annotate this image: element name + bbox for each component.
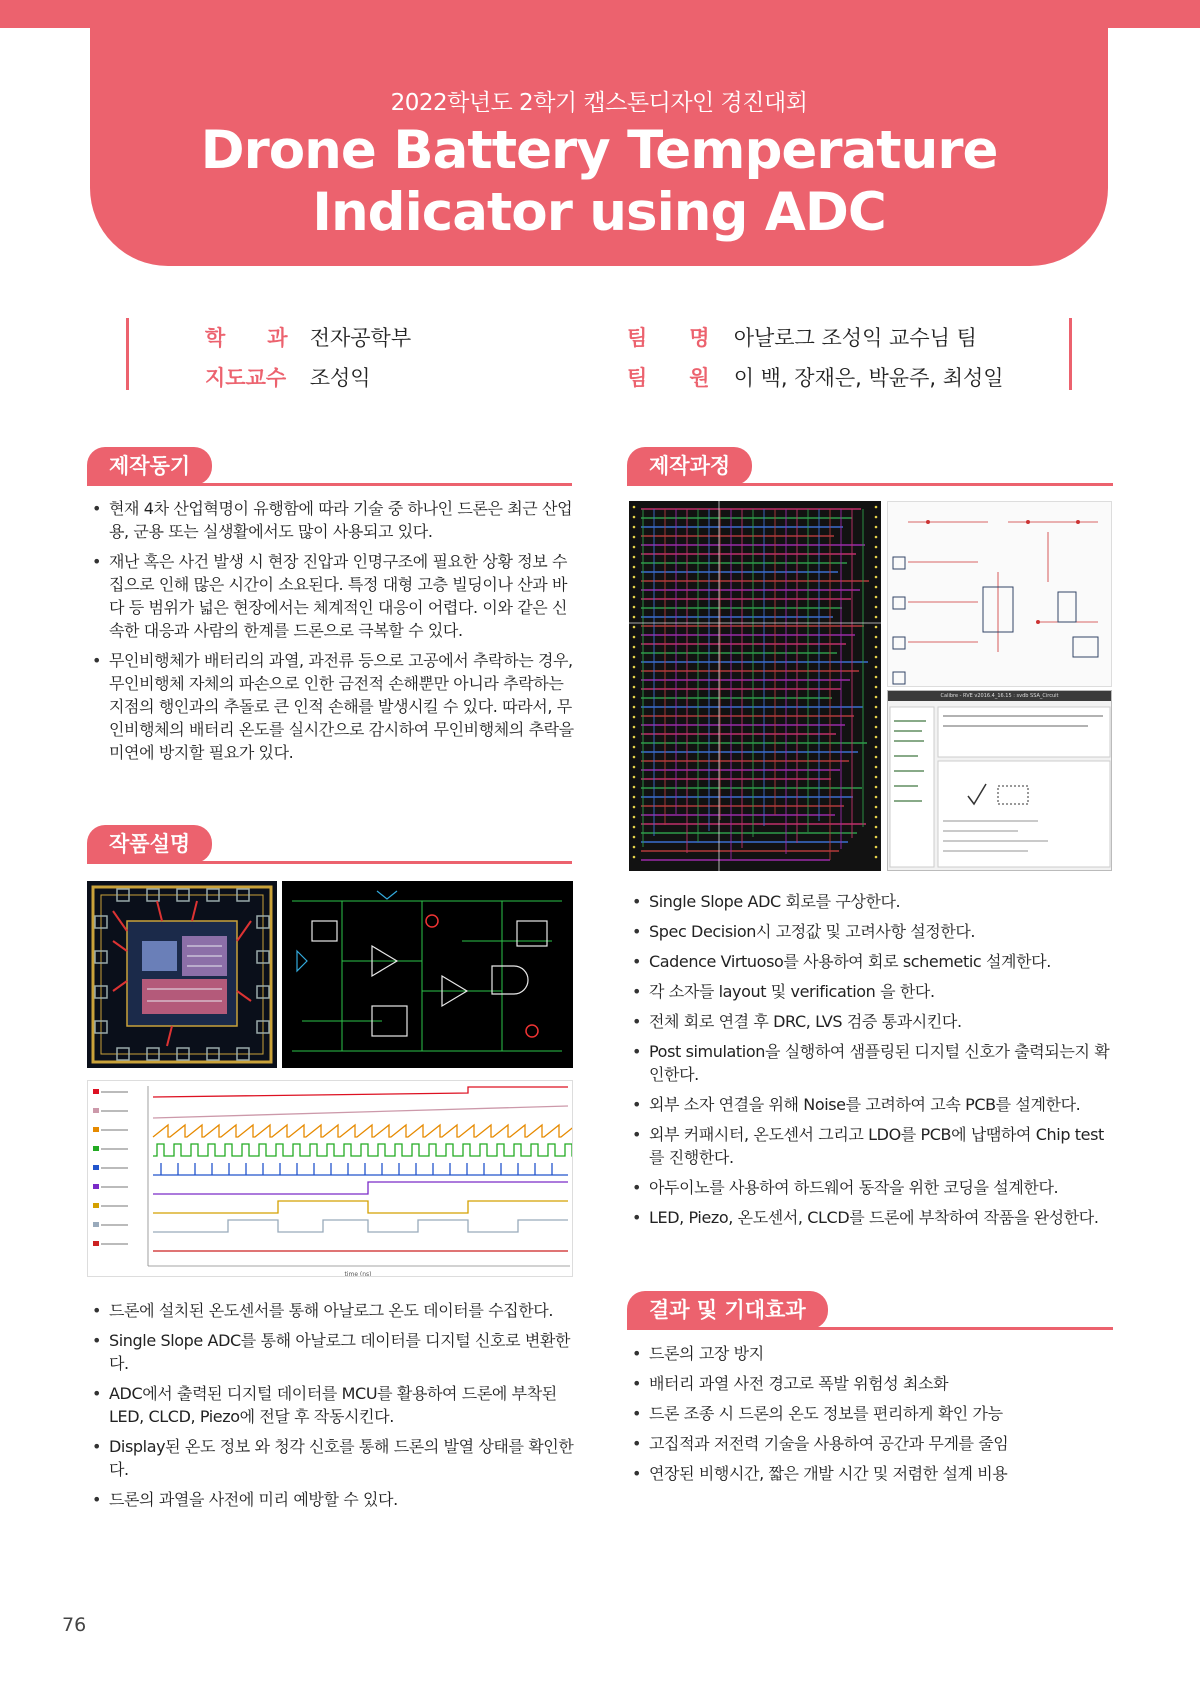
results-bullet: • 고집적과 저전력 기술을 사용하여 공간과 무게를 줄임 <box>630 1432 1115 1455</box>
project-title-line2: Indicator using ADC <box>312 182 886 243</box>
full-chip-routing-image <box>629 501 881 871</box>
members-value: 이 백, 장재은, 박윤주, 최성일 <box>733 366 1004 390</box>
adc-schematic-image <box>282 881 573 1068</box>
results-list <box>630 1342 1115 1492</box>
team-row <box>627 322 977 352</box>
motivation-bullet: • 재난 혹은 사건 발생 시 현장 진압과 인명구조에 필요한 상황 정보 수집으로 인해 많은 시간이 소요된다. 특정 대형 고층 빌딩이나 산과 바다 등 범위가 넓은 현장에서는 체계적인 대응이 어렵다. 이와 같은 신속한 대응과 사람의 한계를 드론으로 극복할 수 있다. <box>90 550 575 642</box>
process-bullet: • Single Slope ADC 회로를 구상한다. <box>630 890 1115 913</box>
section-line-motivation <box>87 483 572 486</box>
process-bullet: • LED, Piezo, 온도센서, CLCD를 드론에 부착하여 작품을 완성한다. <box>630 1206 1115 1229</box>
results-bullet: • 드론 조종 시 드론의 온도 정보를 편리하게 확인 가능 <box>630 1402 1115 1425</box>
section-line-process <box>627 483 1113 486</box>
process-bullet: • Cadence Virtuoso를 사용하여 회로 schemetic 설계한다. <box>630 950 1115 973</box>
calibre-lvs-window <box>887 690 1112 871</box>
chip-layout-image <box>87 881 277 1068</box>
results-bullet: • 드론의 고장 방지 <box>630 1342 1115 1365</box>
section-line-description <box>87 861 572 864</box>
contest-subtitle: 2022학년도 2학기 캡스톤디자인 경진대회 <box>390 90 808 116</box>
pcb-schematic-image <box>887 501 1112 687</box>
description-bullet: • 드론에 설치된 온도센서를 통해 아날로그 온도 데이터를 수집한다. <box>90 1299 575 1322</box>
process-list <box>630 890 1115 1236</box>
process-bullet: • 각 소자들 layout 및 verification 을 한다. <box>630 980 1115 1003</box>
advisor-value: 조성익 <box>309 366 371 390</box>
results-bullet: • 배터리 과열 사전 경고로 폭발 위험성 최소화 <box>630 1372 1115 1395</box>
process-bullet: • 외부 커패시터, 온도센서 그리고 LDO를 PCB에 납땜하여 Chip test를 진행한다. <box>630 1123 1115 1169</box>
description-bullet: • Single Slope ADC를 통해 아날로그 데이터를 디지털 신호로 변환한다. <box>90 1329 575 1375</box>
section-line-results <box>627 1327 1113 1330</box>
calibre-window-title: Calibre - RVE v2016.4_16.15 : svdb SSA_Circuit <box>888 691 1111 701</box>
members-row <box>627 362 1004 392</box>
section-tab-results: 결과 및 기대효과 <box>627 1291 828 1329</box>
section-tab-process: 제작과정 <box>627 447 752 485</box>
process-bullet: • Post simulation을 실행하여 샘플링된 디지털 신호가 출력되는지 확인한다. <box>630 1040 1115 1086</box>
description-bullet: • ADC에서 출력된 디지털 데이터를 MCU를 활용하여 드론에 부착된 LED, CLCD, Piezo에 전달 후 작동시킨다. <box>90 1382 575 1428</box>
process-bullet: • 외부 소자 연결을 위해 Noise를 고려하여 고속 PCB를 설계한다. <box>630 1093 1115 1116</box>
process-bullet: • Spec Decision시 고정값 및 고려사항 설정한다. <box>630 920 1115 943</box>
team-value: 아날로그 조성익 교수님 팀 <box>733 326 977 350</box>
page-number: 76 <box>62 1614 87 1636</box>
section-tab-motivation: 제작동기 <box>87 447 212 485</box>
members-label: 팀 원 <box>627 366 710 390</box>
team-label: 팀 명 <box>627 326 710 350</box>
dept-label: 학 과 <box>205 326 288 350</box>
advisor-label: 지도교수 <box>205 366 287 390</box>
motivation-bullet: • 무인비행체가 배터리의 과열, 과전류 등으로 고공에서 추락하는 경우, 무인비행체 자체의 파손으로 인한 금전적 손해뿐만 아니라 추락하는 지점의 행인과의 추돌로 큰 인적 손해를 발생시킬 수 있다. 따라서, 무인비행체의 배터리 온도를 실시간으로 감시하여 무인비행체의 추락을 미연에 방지할 필요가 있다. <box>90 649 575 764</box>
project-title-line1: Drone Battery Temperature <box>200 120 998 181</box>
description-bullet: • Display된 온도 정보 와 청각 신호를 통해 드론의 발열 상태를 확인한다. <box>90 1435 575 1481</box>
info-right-bar <box>1069 318 1072 390</box>
advisor-row <box>205 362 371 392</box>
info-left-bar <box>126 318 129 390</box>
motivation-list <box>90 497 575 771</box>
results-bullet: • 연장된 비행시간, 짧은 개발 시간 및 저렴한 설계 비용 <box>630 1462 1115 1485</box>
process-bullet: • 전체 회로 연결 후 DRC, LVS 검증 통과시킨다. <box>630 1010 1115 1033</box>
waveform-x-axis-label: time (ns) <box>344 1271 372 1277</box>
description-bullet: • 드론의 과열을 사전에 미리 예방할 수 있다. <box>90 1488 575 1511</box>
post-simulation-waveform-image <box>87 1080 573 1277</box>
section-tab-description: 작품설명 <box>87 825 212 863</box>
project-title <box>90 120 1108 244</box>
header-banner <box>90 0 1108 266</box>
dept-value: 전자공학부 <box>309 326 412 350</box>
motivation-bullet: • 현재 4차 산업혁명이 유행함에 따라 기술 중 하나인 드론은 최근 산업용, 군용 또는 실생활에서도 많이 사용되고 있다. <box>90 497 575 543</box>
process-bullet: • 아두이노를 사용하여 하드웨어 동작을 위한 코딩을 설계한다. <box>630 1176 1115 1199</box>
description-list <box>90 1299 575 1518</box>
dept-row <box>205 322 411 352</box>
